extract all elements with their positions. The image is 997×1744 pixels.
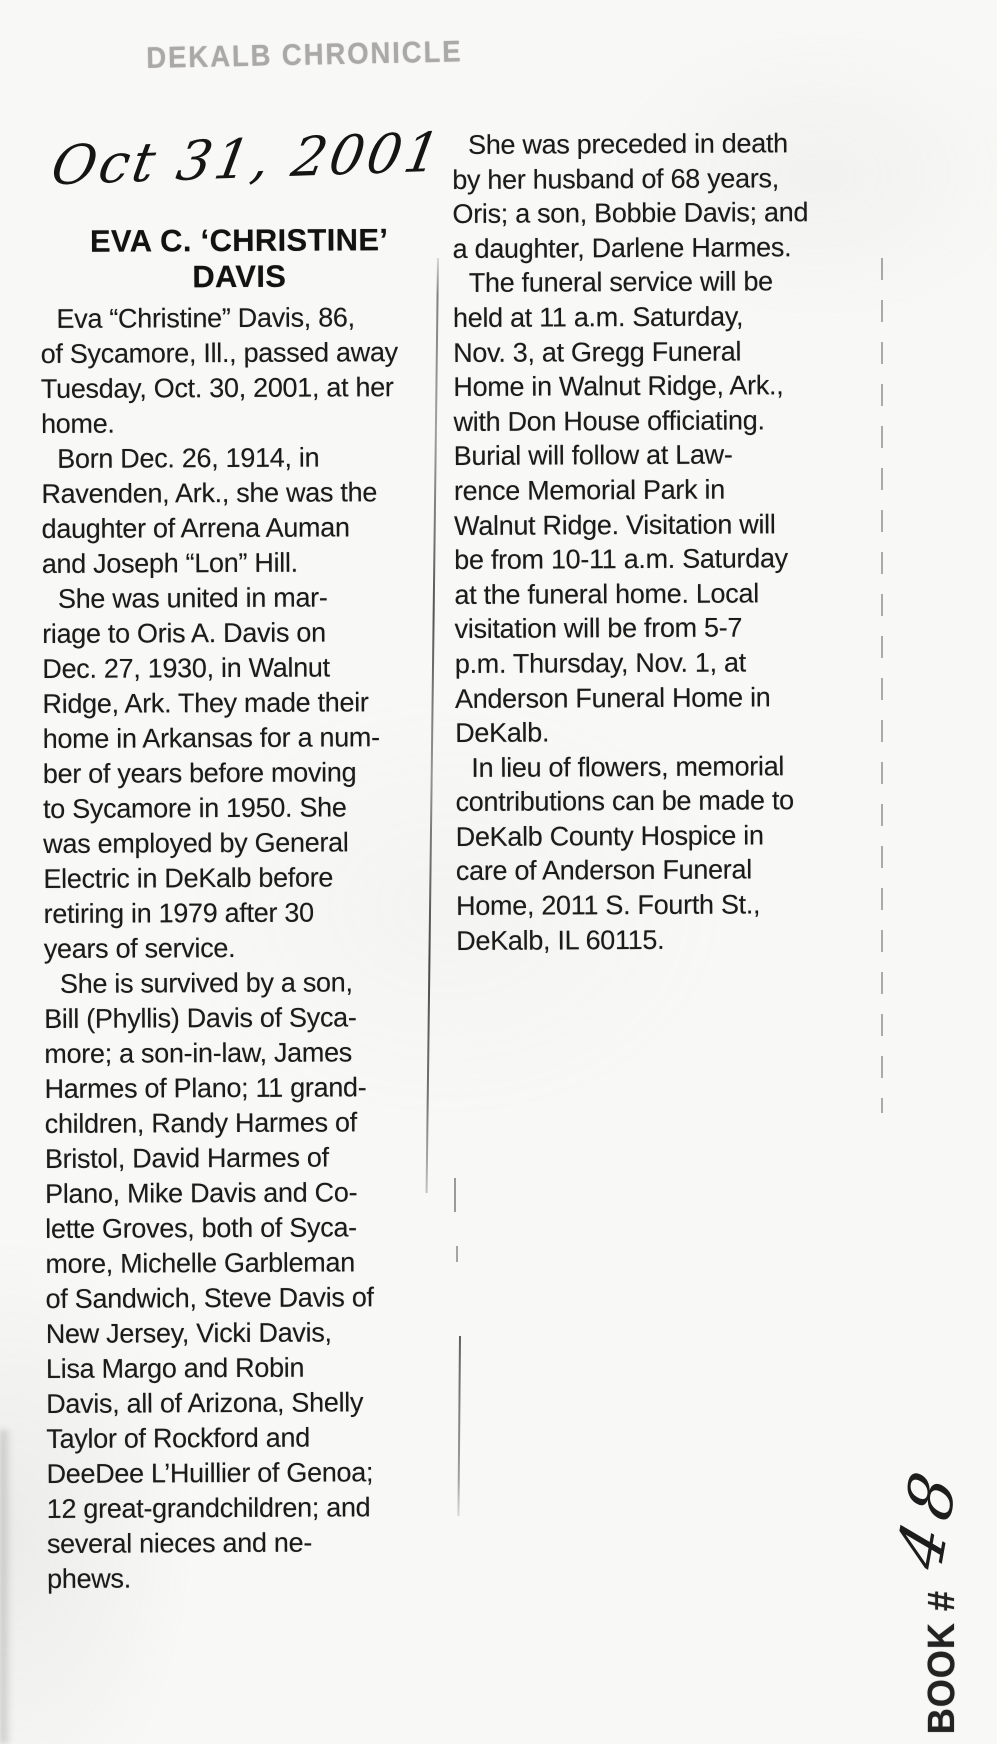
- obituary-paragraph: Eva “Christine” Davis, 86, of Sycamore, Ill., passed away Tuesday, Oct. 30, 2001, at her home.: [40, 302, 398, 439]
- obituary-paragraph: She is survived by a son, Bill (Phyllis) Davis of Syca- more; a son-in-law, James Harmes of Plano; 11 grand- children, Randy Harmes of Bristol, David Harmes of Plano, Mike Davis and Co- lette Groves, both of Syca- more, Michelle Garbleman of Sandwich, Steve Davis of New Jersey, Vicki Davis, Lisa Margo and Robin Davis, all of Arizona, Shelly Taylor of Rockford and DeeDee L’Huillier of Genoa; 12 great-grandchildren; and several nieces and ne- phews.: [44, 967, 374, 1594]
- clipping-edge-dashed-line: [881, 258, 883, 1113]
- obituary-paragraph: She was preceded in death by her husband of 68 years, Oris; a son, Bobbie Davis; and a daughter, Darlene Harmes.: [452, 128, 809, 264]
- scan-edge-shadow: [0, 1430, 12, 1744]
- obituary-paragraph: The funeral service will be held at 11 a.m. Saturday, Nov. 3, at Gregg Funeral Home in Walnut Ridge, Ark., with Don House officiating. Burial will follow at Law- rence Memorial Park in Walnut Ridge. Visitation will be from 10-11 a.m. Saturday at the funeral home. Local visitation will be from 5-7 p.m. Thursday, Nov. 1, at Anderson Funeral Home in DeKalb.: [452, 266, 788, 749]
- obituary-paragraph: She was united in mar- riage to Oris A. Davis on Dec. 27, 1930, in Walnut Ridge, Ark. They made their home in Arkansas for a num- ber of years before moving to Sycamore in 1950. She was employed by General Electric in DeKalb before retiring in 1979 after 30 years of service.: [42, 582, 380, 964]
- book-number-stamp: BOOK #: [921, 1590, 963, 1735]
- handwritten-date: Oct 31, 2001: [46, 120, 448, 198]
- column-divider-scan-line-lower: [457, 1336, 461, 1516]
- obituary-title-line2: DAVIS: [192, 258, 287, 295]
- obituary-left-column: [40, 222, 445, 1597]
- publication-stamp: DEKALB CHRONICLE: [146, 35, 463, 75]
- obituary-title: [40, 222, 438, 296]
- scan-line-mark: [454, 1178, 456, 1212]
- scan-line-mark: [456, 1246, 458, 1262]
- obituary-paragraph: In lieu of flowers, memorial contributions can be made to DeKalb County Hospice in care of Anderson Funeral Home, 2011 S. Fourth St., DeKalb, IL 60115.: [455, 750, 794, 956]
- handwritten-book-number: 48: [884, 1453, 973, 1580]
- obituary-right-column: [452, 126, 896, 959]
- obituary-paragraph: Born Dec. 26, 1914, in Ravenden, Ark., she was the daughter of Arrena Auman and Joseph “Lon” Hill.: [41, 442, 378, 579]
- obituary-title-line1: EVA C. ‘CHRISTINE’: [89, 222, 389, 259]
